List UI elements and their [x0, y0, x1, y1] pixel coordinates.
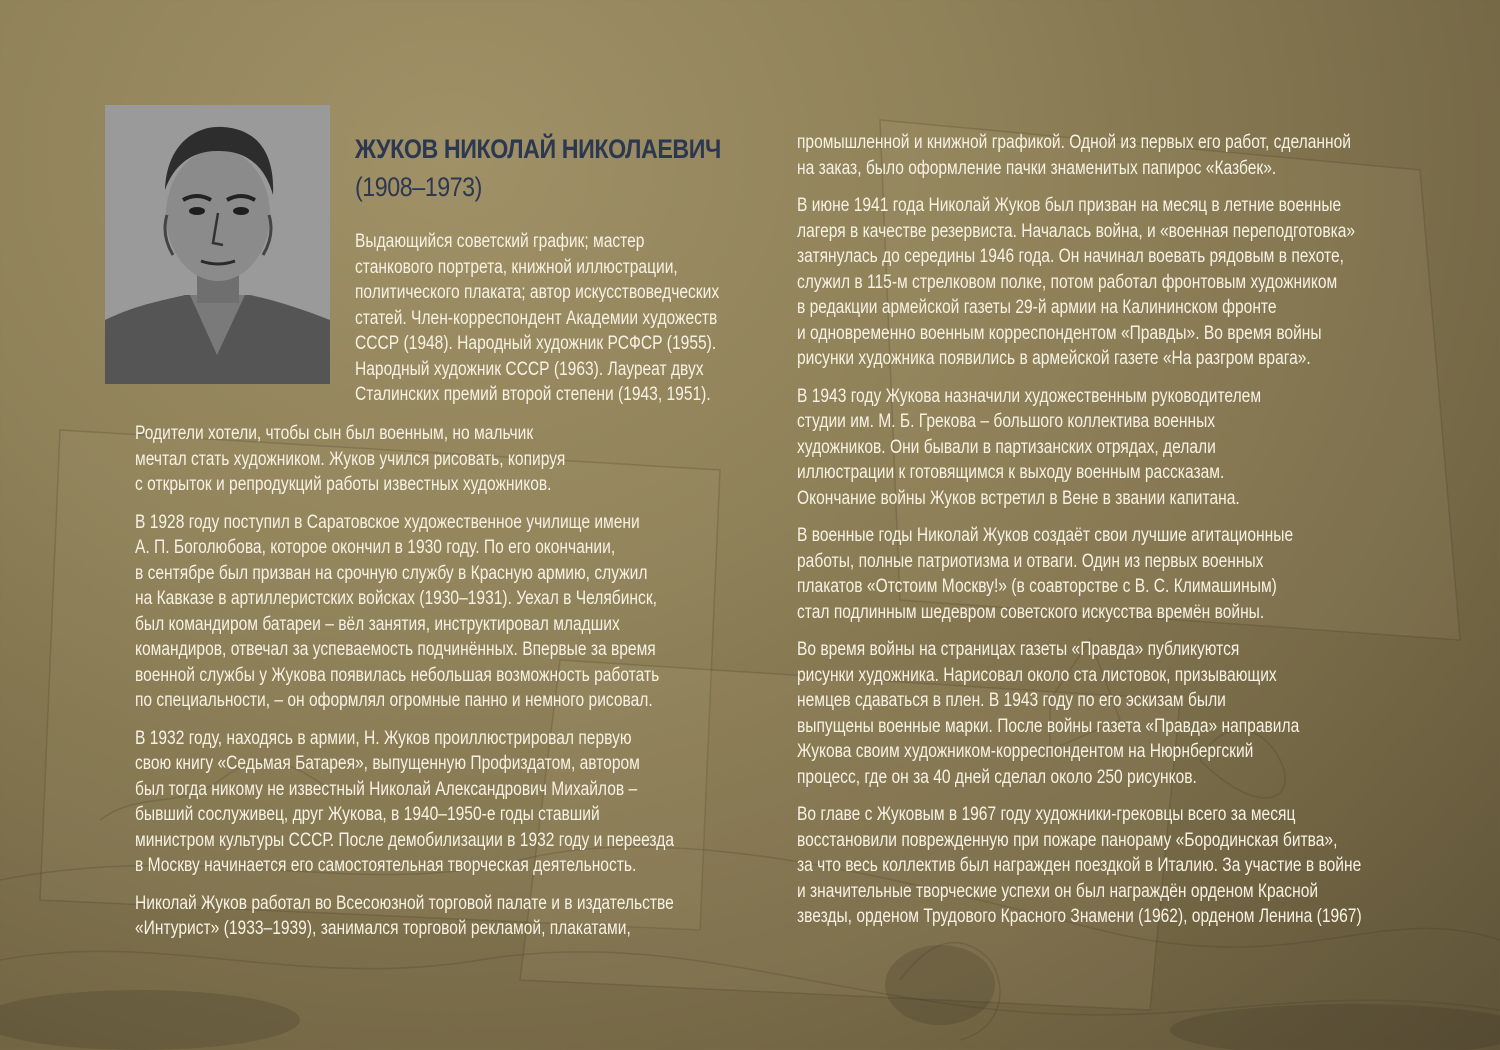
paragraph: Николай Жуков работал во Всесоюзной торговой палате и в издательстве «Интурист» (1933–1939), занимался торговой рекламой, плакатами, — [135, 892, 674, 939]
page-title — [355, 130, 725, 206]
self-portrait-sketch — [105, 105, 330, 384]
paragraph: Во время войны на страницах газеты «Правда» публикуются рисунки художника. Нарисовал около ста листовок, призывающих немцев сдаваться в плен. В 1943 году по его эскизам были выпущены военные марки. После войны газета «Правда» направила Жукова своим художником-корреспондентом на Нюрнбергский процесс, где он за 40 дней сделал около 250 рисунков. — [797, 639, 1300, 788]
paragraph: В военные годы Николай Жуков создаёт свои лучшие агитационные работы, полные патриотизма и отваги. Один из первых военных плакатов «Отстоим Москву!» (в соавторстве с В. С. Климашиным) стал подлинным шедевром советского искусства времён войны. — [797, 525, 1294, 623]
paragraph: Во главе с Жуковым в 1967 году художники-грековцы всего за месяц восстановили поврежденную при пожаре панораму «Бородинская битва», за что весь коллектив был награжден поездкой в Италию. За участие в войне и значительные творческие успехи он был награждён орденом Красной звезды, орденом Трудового Красного Знамени (1962), орденом Ленина (1967) — [797, 804, 1362, 927]
paragraph: В 1928 году поступил в Саратовское художественное училище имени А. П. Боголюбова, которое окончил в 1930 году. По его окончании, в сентябре был призван на срочную службу в Красную армию, служил на Кавказе в артиллеристских войсках (1930–1931). Уехал в Челябинск, был командиром батареи – вёл занятия, инструктировал младших командиров, отвечал за успеваемость подчинённых. Впервые за время военной службы у Жукова появилась небольшая возможность работать по специальности, – он оформлял огромные панно и немного рисовал. — [135, 511, 660, 711]
paragraph: промышленной и книжной графикой. Одной из первых его работ, сделанной на заказ, было оформление пачки знаменитых папирос «Казбек». — [797, 132, 1351, 179]
paragraph: В июне 1941 года Николай Жуков был призван на месяц в летние военные лагеря в качестве резервиста. Началась война, и «военная переподготовка» затянулась до середины 1946 года. Он начинал воевать рядовым в пехоте, служил в 115-м стрелковом полке, потом работал фронтовым художником в редакции армейской газеты 29-й армии на Калининском фронте и одновременно военным корреспондентом «Правды». Во время войны рисунки художника появились в армейской газете «На разгром врага». — [797, 195, 1356, 369]
artist-name: ЖУКОВ НИКОЛАЙ НИКОЛАЕВИЧ — [355, 134, 721, 164]
right-column — [797, 130, 1500, 942]
portrait-image — [105, 105, 330, 384]
intro-paragraph: Выдающийся советский график; мастер станкового портрета, книжной иллюстрации, политического плаката; автор искусствоведческих статей. Член-корреспондент Академии художеств СССР (1948). Народный художник РСФСР (1955). Народный художник СССР (1963). Лауреат двух Сталинских премий второй степени (1943, 1951). — [355, 231, 720, 405]
paragraph: Родители хотели, чтобы сын был военным, но мальчик мечтал стать художником. Жуков учился рисовать, копируя с открыток и репродукций работы известных художников. — [135, 423, 566, 495]
artist-years: (1908–1973) — [355, 172, 482, 202]
paragraph: В 1932 году, находясь в армии, Н. Жуков проиллюстрировал первую свою книгу «Седьмая Батарея», выпущенную Профиздатом, автором был тогда никому не известный Николай Александрович Михайлов – бывший сослуживец, друг Жукова, в 1940–1950-е годы ставший министром культуры СССР. После демобилизации в 1932 году и переезда в Москву начинается его самостоятельная творческая деятельность. — [135, 727, 674, 876]
paragraph: В 1943 году Жукова назначили художественным руководителем студии им. М. Б. Грекова – большого коллектива военных художников. Они бывали в партизанских отрядах, делали иллюстрации к готовящимся к выходу военным рассказам. Окончание войны Жуков встретил в Вене в звании капитана. — [797, 385, 1262, 509]
